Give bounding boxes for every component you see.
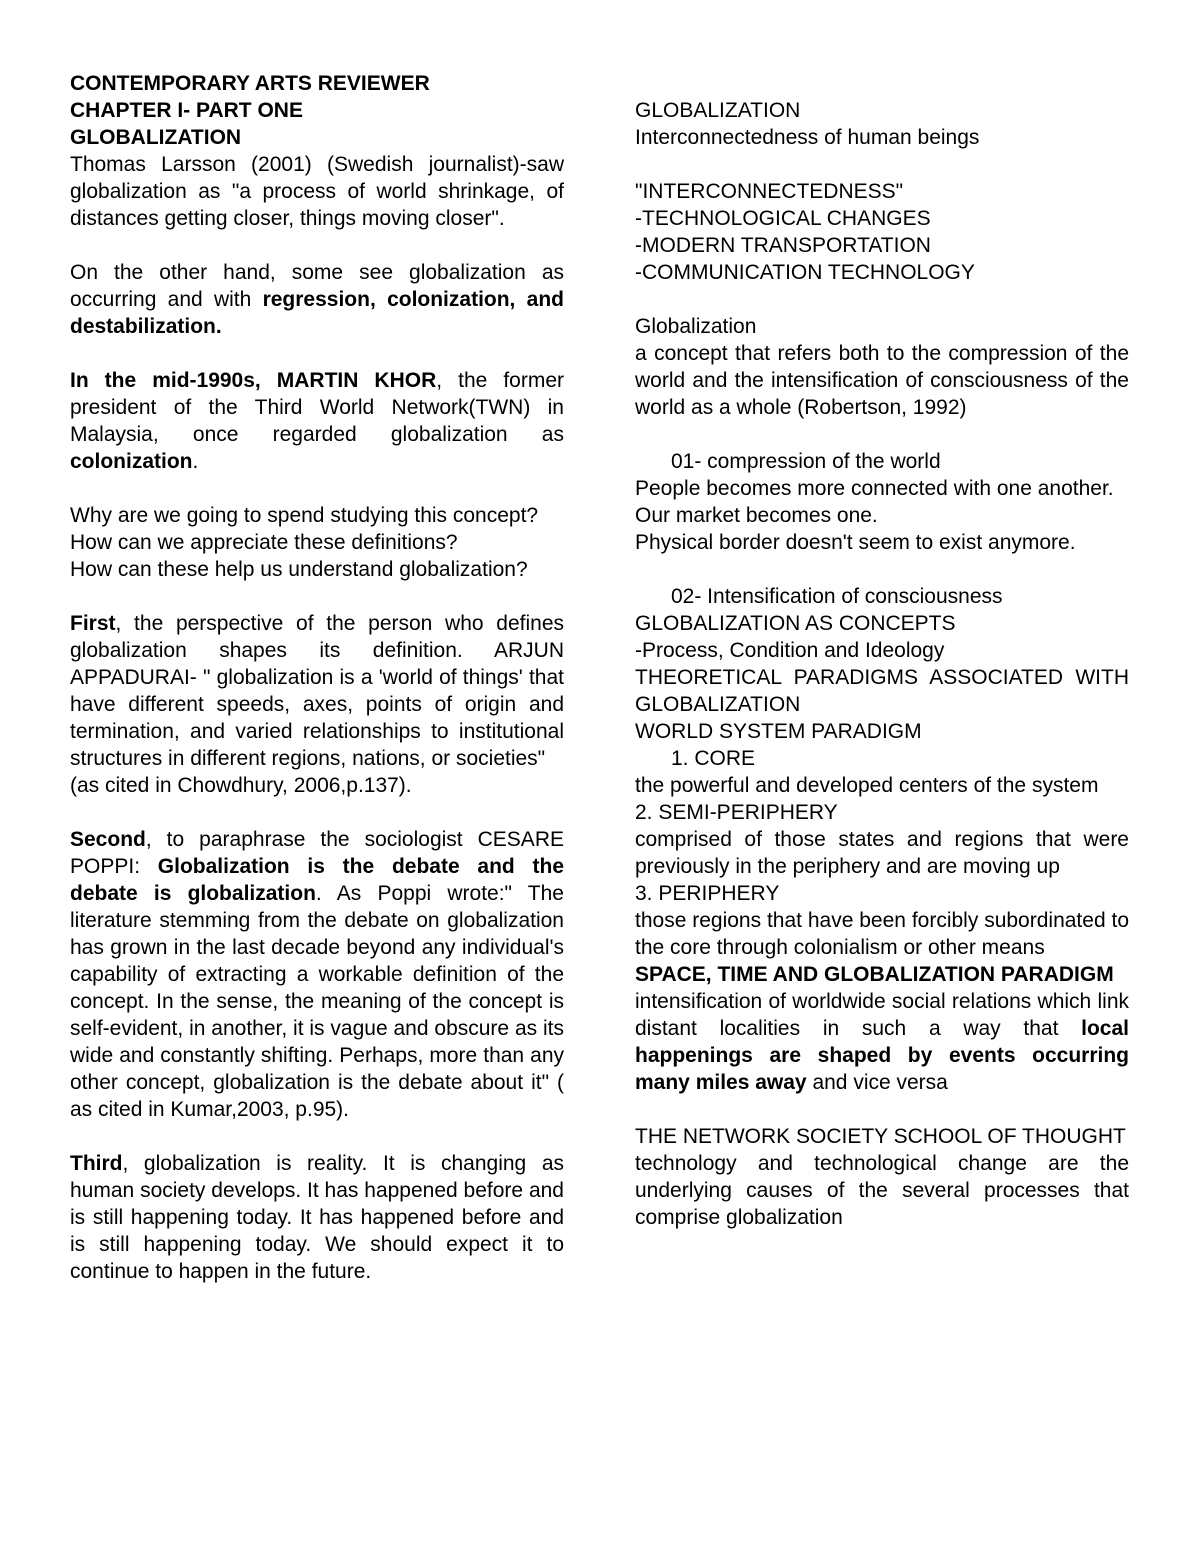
intensification-heading: 02- Intensification of consciousness: [671, 585, 1003, 608]
compression-line-1: People becomes more connected with one another.: [635, 477, 1114, 500]
list-item: -TECHNOLOGICAL CHANGES: [635, 207, 931, 230]
space-time-heading: SPACE, TIME AND GLOBALIZATION PARADIGM: [635, 963, 1114, 986]
globalization-heading: GLOBALIZATION: [635, 99, 801, 122]
section-heading: GLOBALIZATION: [70, 126, 242, 149]
network-society-description: technology and technological change are the underlying causes of the several processes that comprise globalization: [635, 1152, 1129, 1229]
concepts-line: -Process, Condition and Ideology: [635, 639, 945, 662]
globalization-subheading: Globalization: [635, 315, 757, 338]
first-paragraph: First, the perspective of the person who defines globalization shapes its definition. ARJUN APPADURAI- " globalization is a 'world of things' that have different speeds, axes, points of origin and termination, and varied relationships to institutional structures in different regions, nations, or societies": [70, 612, 564, 770]
compression-line-2: Our market becomes one.: [635, 504, 878, 527]
question-3: How can these help us understand globalization?: [70, 558, 528, 581]
chapter-heading: CHAPTER I- PART ONE: [70, 99, 303, 122]
semi-periphery-item: 2. SEMI-PERIPHERY: [635, 801, 838, 824]
core-item: 1. CORE: [671, 747, 756, 770]
regression-paragraph: On the other hand, some see globalization as occurring and with regression, colonization, and destabilization.: [70, 261, 564, 338]
third-paragraph: Third, globalization is reality. It is changing as human society develops. It has happened before and is still happening today. It has happened before and is still happening today. We should expect it to continue to happen in the future.: [70, 1152, 564, 1283]
concepts-heading: GLOBALIZATION AS CONCEPTS: [635, 612, 956, 635]
first-citation: (as cited in Chowdhury, 2006,p.137).: [70, 774, 412, 797]
list-item: -COMMUNICATION TECHNOLOGY: [635, 261, 975, 284]
periphery-item: 3. PERIPHERY: [635, 882, 780, 905]
question-1: Why are we going to spend studying this concept?: [70, 504, 539, 527]
network-society-heading: THE NETWORK SOCIETY SCHOOL OF THOUGHT: [635, 1125, 1126, 1148]
question-2: How can we appreciate these definitions?: [70, 531, 458, 554]
document-title: CONTEMPORARY ARTS REVIEWER: [70, 72, 430, 95]
world-system-heading: WORLD SYSTEM PARADIGM: [635, 720, 922, 743]
left-column: [70, 70, 564, 1285]
second-paragraph: Second, to paraphrase the sociologist CESARE POPPI: Globalization is the debate and the debate is globalization. As Poppi wrote:" The literature stemming from the debate on globalization has grown in the last decade beyond any individual's capability of extracting a workable definition of the concept. In the sense, the meaning of the concept is self-evident, in another, it is vague and obscure as its wide and constantly shifting. Perhaps, more than any other concept, globalization is the debate about it" ( as cited in Kumar,2003, p.95).: [70, 828, 564, 1121]
compression-line-3: Physical border doesn't seem to exist anymore.: [635, 531, 1076, 554]
interconnectedness-heading: "INTERCONNECTEDNESS": [635, 180, 904, 203]
core-description: the powerful and developed centers of the system: [635, 774, 1099, 797]
khor-paragraph: In the mid-1990s, MARTIN KHOR, the former president of the Third World Network(TWN) in Malaysia, once regarded globalization as colonization.: [70, 369, 564, 473]
paradigms-heading: THEORETICAL PARADIGMS ASSOCIATED WITH GLOBALIZATION: [635, 666, 1129, 716]
periphery-description: those regions that have been forcibly subordinated to the core through colonialism or other means: [635, 909, 1129, 959]
interconnectedness-line: Interconnectedness of human beings: [635, 126, 980, 149]
larsson-paragraph: Thomas Larsson (2001) (Swedish journalist)-saw globalization as "a process of world shrinkage, of distances getting closer, things moving closer".: [70, 153, 564, 230]
robertson-definition: a concept that refers both to the compression of the world and the intensification of consciousness of the world as a whole (Robertson, 1992): [635, 342, 1129, 419]
compression-heading: 01- compression of the world: [671, 450, 941, 473]
list-item: -MODERN TRANSPORTATION: [635, 234, 931, 257]
semi-periphery-description: comprised of those states and regions that were previously in the periphery and are moving up: [635, 828, 1129, 878]
right-column: [635, 97, 1129, 1231]
space-time-description: intensification of worldwide social relations which link distant localities in such a way that local happenings are shaped by events occurring many miles away and vice versa: [635, 990, 1129, 1094]
